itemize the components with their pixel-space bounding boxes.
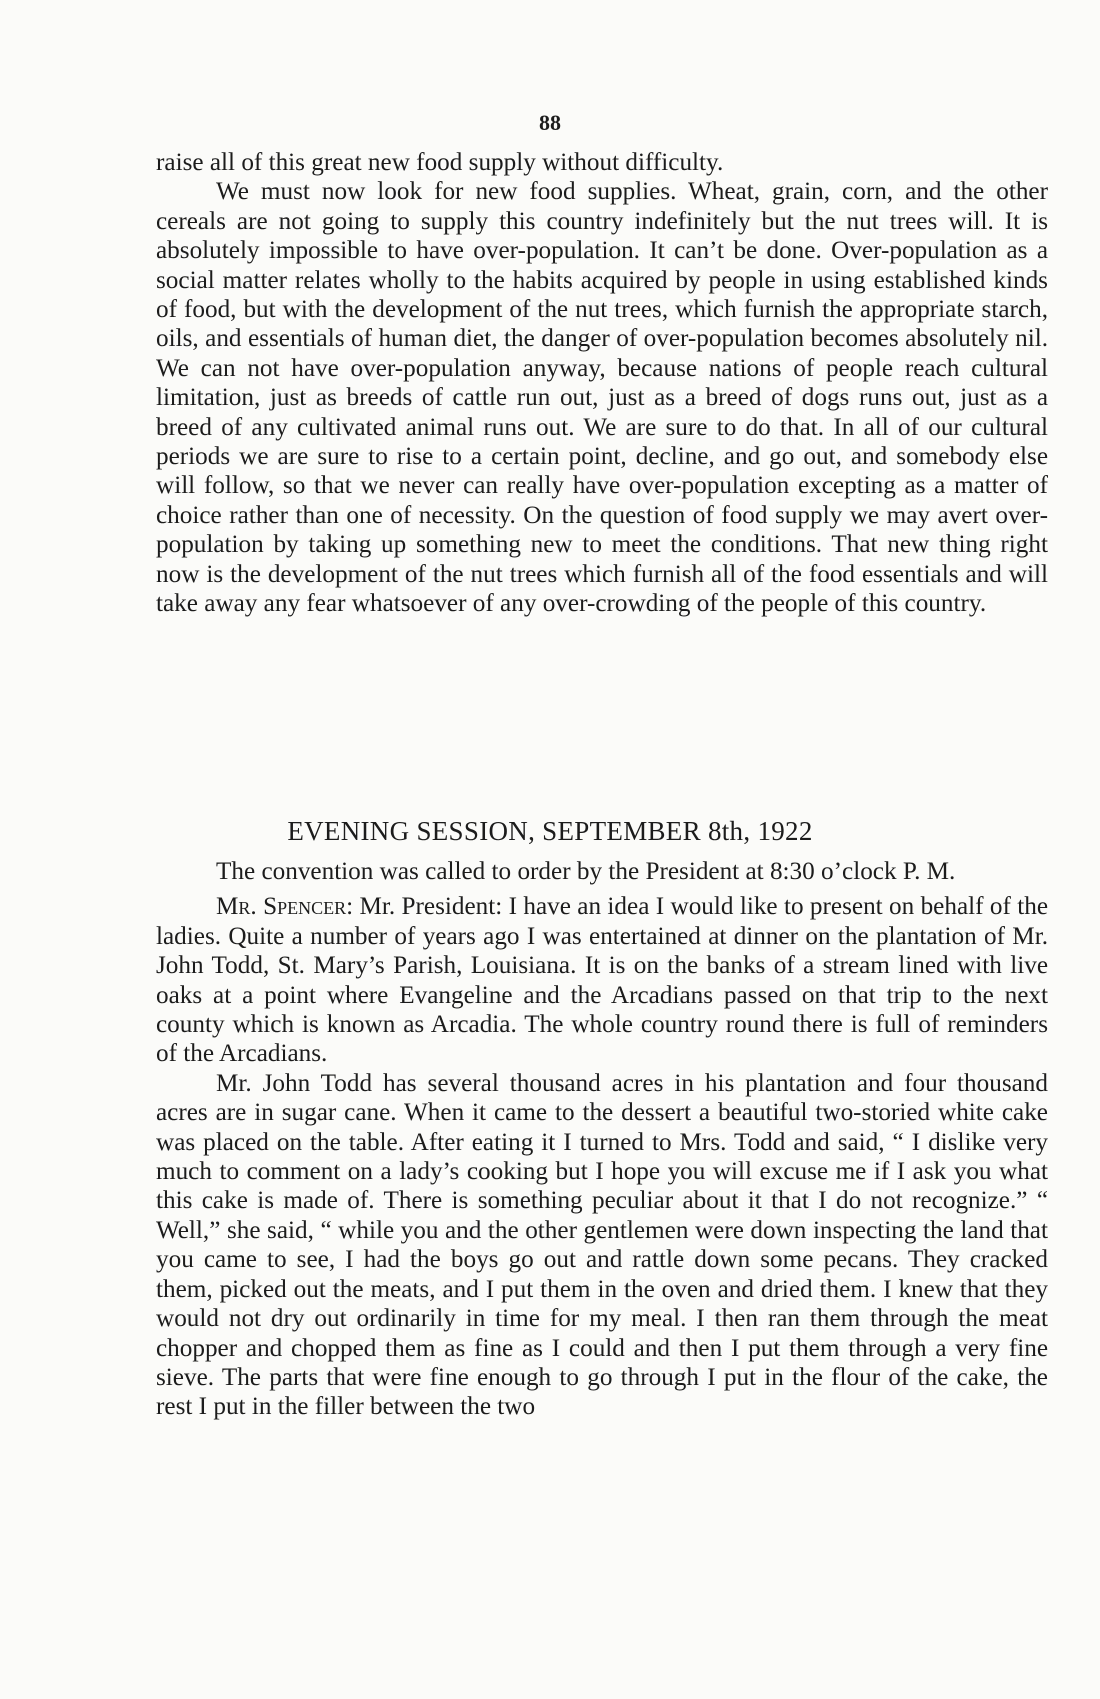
page-number: 88 — [539, 110, 561, 135]
section-heading: EVENING SESSION, SEPTEMBER 8th, 1922 — [287, 816, 813, 846]
speaker-name: Mr. Spencer: — [216, 893, 354, 921]
top-text-block — [156, 148, 1048, 619]
speaker-paragraph — [156, 892, 1048, 1068]
paragraph-continuation: raise all of this great new food supply without difficulty. — [156, 149, 724, 176]
session-text-block — [156, 857, 1048, 1422]
paragraph-food-supplies: We must now look for new food supplies. Wheat, grain, corn, and the other cereals are not going to supply this country indefinitely but the nut trees will. It is absolutely impossible to have over-population. It can’t be done. Over-population as a social matter relates wholly to the habits acquired by people in using established kinds of food, but with the development of the nut trees, which furnish the appropriate starch, oils, and essentials of human diet, the danger of over-population becomes absolutely nil. We can not have over-population anyway, because nations of people reach cultural limitation, just as breeds of cattle run out, just as a breed of dogs runs out, just as a breed of any cultivated animal runs out. We are sure to do that. In all of our cultural periods we are sure to rise to a certain point, decline, and go out, and somebody else will follow, so that we never can really have over-population excepting as a matter of choice rather than one of necessity. On the question of food supply we may avert over-population by taking up something new to meet the conditions. That new thing right now is the development of the nut trees which furnish all of the food essentials and will take away any fear whatsoever of any over-crowding of the people of this country. — [156, 178, 1048, 618]
todd-plantation-paragraph: Mr. John Todd has several thousand acres in his plantation and four thousand acres are in sugar cane. When it came to the dessert a beautiful two-storied white cake was placed on the table. After eating it I turned to Mrs. Todd and said, “ I dislike very much to comment on a lady’s cooking but I hope you will excuse me if I ask you what this cake is made of. There is something peculiar about it that I do not recognize.” “ Well,” she said, “ while you and the other gentlemen were down inspecting the land that you came to see, I had the boys go out and rattle down some pecans. They cracked them, picked out the meats, and I put them in the oven and dried them. I knew that they would not dry out ordinarily in time for my meal. I then ran them through the meat chopper and chopped them as fine as I could and then I put them through a very fine sieve. The parts that were fine enough to go through I put in the flour of the cake, the rest I put in the filler between the two — [156, 1069, 1048, 1421]
call-to-order-paragraph: The convention was called to order by the President at 8:30 o’clock P. M. — [216, 858, 956, 885]
speaker-text: Mr. President: I have an idea I would like to present on behalf of the ladies. Quite a number of years ago I was entertained at dinner on the plantation of Mr. John Todd, St. Mary’s Parish, Louisiana. It is on the banks of a stream lined with live oaks at a point where Evangeline and the Arcadians passed on that trip to the next county which is known as Arcadia. The whole country round there is full of reminders of the Arcadians. — [156, 893, 1049, 1068]
